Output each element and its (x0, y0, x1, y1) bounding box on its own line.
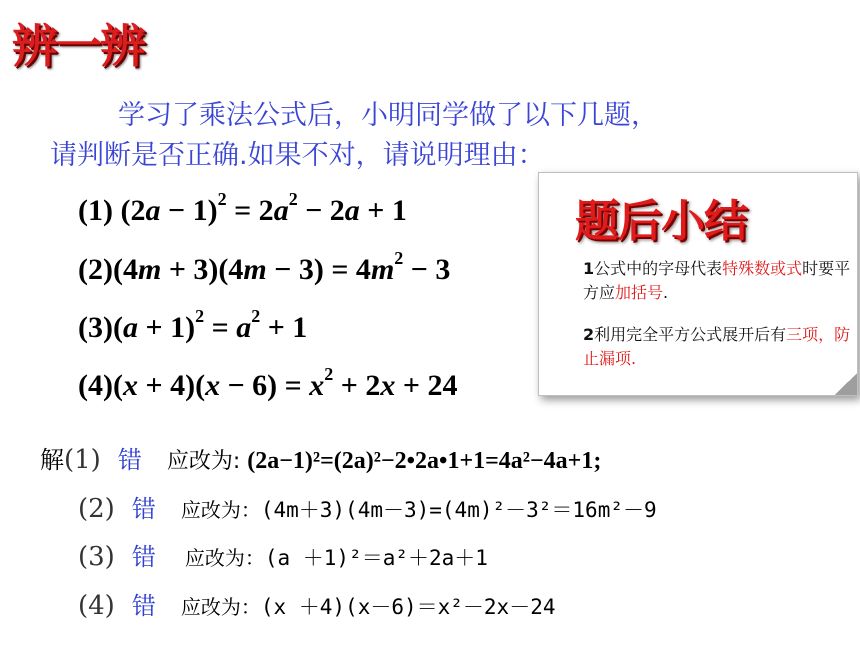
summary-note (538, 172, 858, 396)
answer-4: (4) 错 应改为：(x ＋4)(x－6)＝x²－2x－24 (78, 591, 556, 621)
equation-2: $(2)(4m + 3)(4m - 3) = 4m^2 - 3$ (78, 248, 451, 286)
answer-1: 解(1) 错 应改为: (2a−1)²=(2a)²−2•2a•1+1=4a²−4a+1; (40, 445, 602, 475)
intro-line-2: 请判断是否正确.如果不对，请说明理由： (50, 140, 545, 171)
summary-point-2: 2利用完全平方公式展开后有三项，防止漏项. (583, 325, 851, 368)
equation-1: (1) $(2a - 1)^2 = 2a^2 - 2a + 1$ (78, 189, 407, 227)
answer-3: (3) 错 应改为：(a ＋1)²＝a²＋2a＋1 (78, 542, 488, 572)
intro-line-1: 学习了乘法公式后，小明同学做了以下几题， (118, 100, 658, 131)
slide-title: 辨一辨 (12, 19, 144, 73)
equation-3: $(3)(a + 1)^2 = a^2 + 1$ (78, 306, 308, 344)
equation-4: $(4)(x + 4)(x - 6) = x^2 + 2x + 24$ (78, 364, 458, 402)
summary-title: 题后小结 (575, 196, 747, 247)
problem-intro (50, 96, 790, 176)
page-curl-corner (835, 373, 857, 395)
answer-2: (2) 错 应改为：(4m＋3)(4m－3)=(4m)²－3²＝16m²－9 (78, 494, 657, 524)
summary-point-1: 1公式中的字母代表特殊数或式时要平方应加括号. (583, 259, 851, 302)
